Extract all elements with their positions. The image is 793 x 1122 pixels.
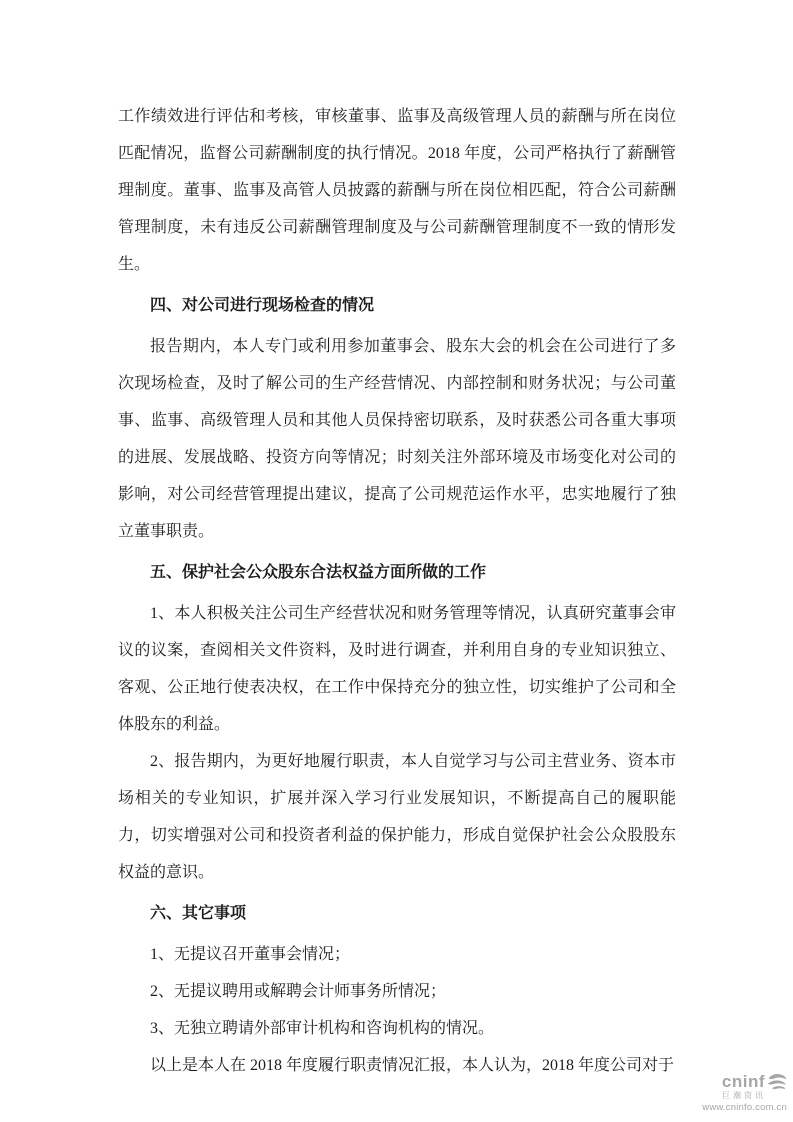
cninfo-logo-row xyxy=(695,1073,787,1090)
paragraph: 以上是本人在 2018 年度履行职责情况汇报，本人认为，2018 年度公司对于 xyxy=(150,1057,675,1074)
document-text-area xyxy=(118,98,676,1084)
cninfo-swirl-icon xyxy=(767,1073,787,1090)
cninfo-url: www.cninfo.com.cn xyxy=(702,1101,787,1113)
paragraph: 1、本人积极关注公司生产经营状况和财务管理等情况，认真研究董事会审议的议案，查阅相关文件资料，及时进行调查，并利用自身的专业知识独立、客观、公正地行使表决权，在工作中保持充分的独立性，切实维护了公司和全体股东的利益。 xyxy=(118,605,676,733)
list-item: 1、无提议召开董事会情况； xyxy=(150,946,351,963)
cninfo-watermark xyxy=(695,1073,787,1113)
paragraph: 2、报告期内，为更好地履行职责，本人自觉学习与公司主营业务、资本市场相关的专业知识，扩展并深入学习行业发展知识，不断提高自己的履职能力，切实增强对公司和投资者利益的保护能力，形成自觉保护社会公众股股东权益的意识。 xyxy=(118,753,676,881)
cninfo-logo-cn: 巨潮资讯 xyxy=(722,1090,766,1100)
section-heading: 六、其它事项 xyxy=(150,905,247,922)
list-item: 3、无独立聘请外部审计机构和咨询机构的情况。 xyxy=(150,1020,495,1037)
paragraph: 报告期内，本人专门或利用参加董事会、股东大会的机会在公司进行了多次现场检查，及时了解公司的生产经营情况、内部控制和财务状况；与公司董事、监事、高级管理人员和其他人员保持密切联系，及时获悉公司各重大事项的进展、发展战略、投资方向等情况；时刻关注外部环境及市场变化对公司的影响，对公司经营管理提出建议，提高了公司规范运作水平，忠实地履行了独立董事职责。 xyxy=(118,338,676,540)
list-item: 2、无提议聘用或解聘会计师事务所情况； xyxy=(150,983,447,1000)
paragraph: 工作绩效进行评估和考核，审核董事、监事及高级管理人员的薪酬与所在岗位匹配情况，监督公司薪酬制度的执行情况。2018 年度，公司严格执行了薪酬管理制度。董事、监事及高管人员披露的薪酬与所在岗位相匹配，符合公司薪酬管理制度，未有违反公司薪酬管理制度及与公司薪酬管理制度不一致的情形发生。 xyxy=(118,108,676,273)
cninfo-logo-text: cninf xyxy=(721,1071,765,1091)
section-heading: 五、保护社会公众股东合法权益方面所做的工作 xyxy=(150,564,487,581)
section-heading: 四、对公司进行现场检查的情况 xyxy=(150,297,375,314)
